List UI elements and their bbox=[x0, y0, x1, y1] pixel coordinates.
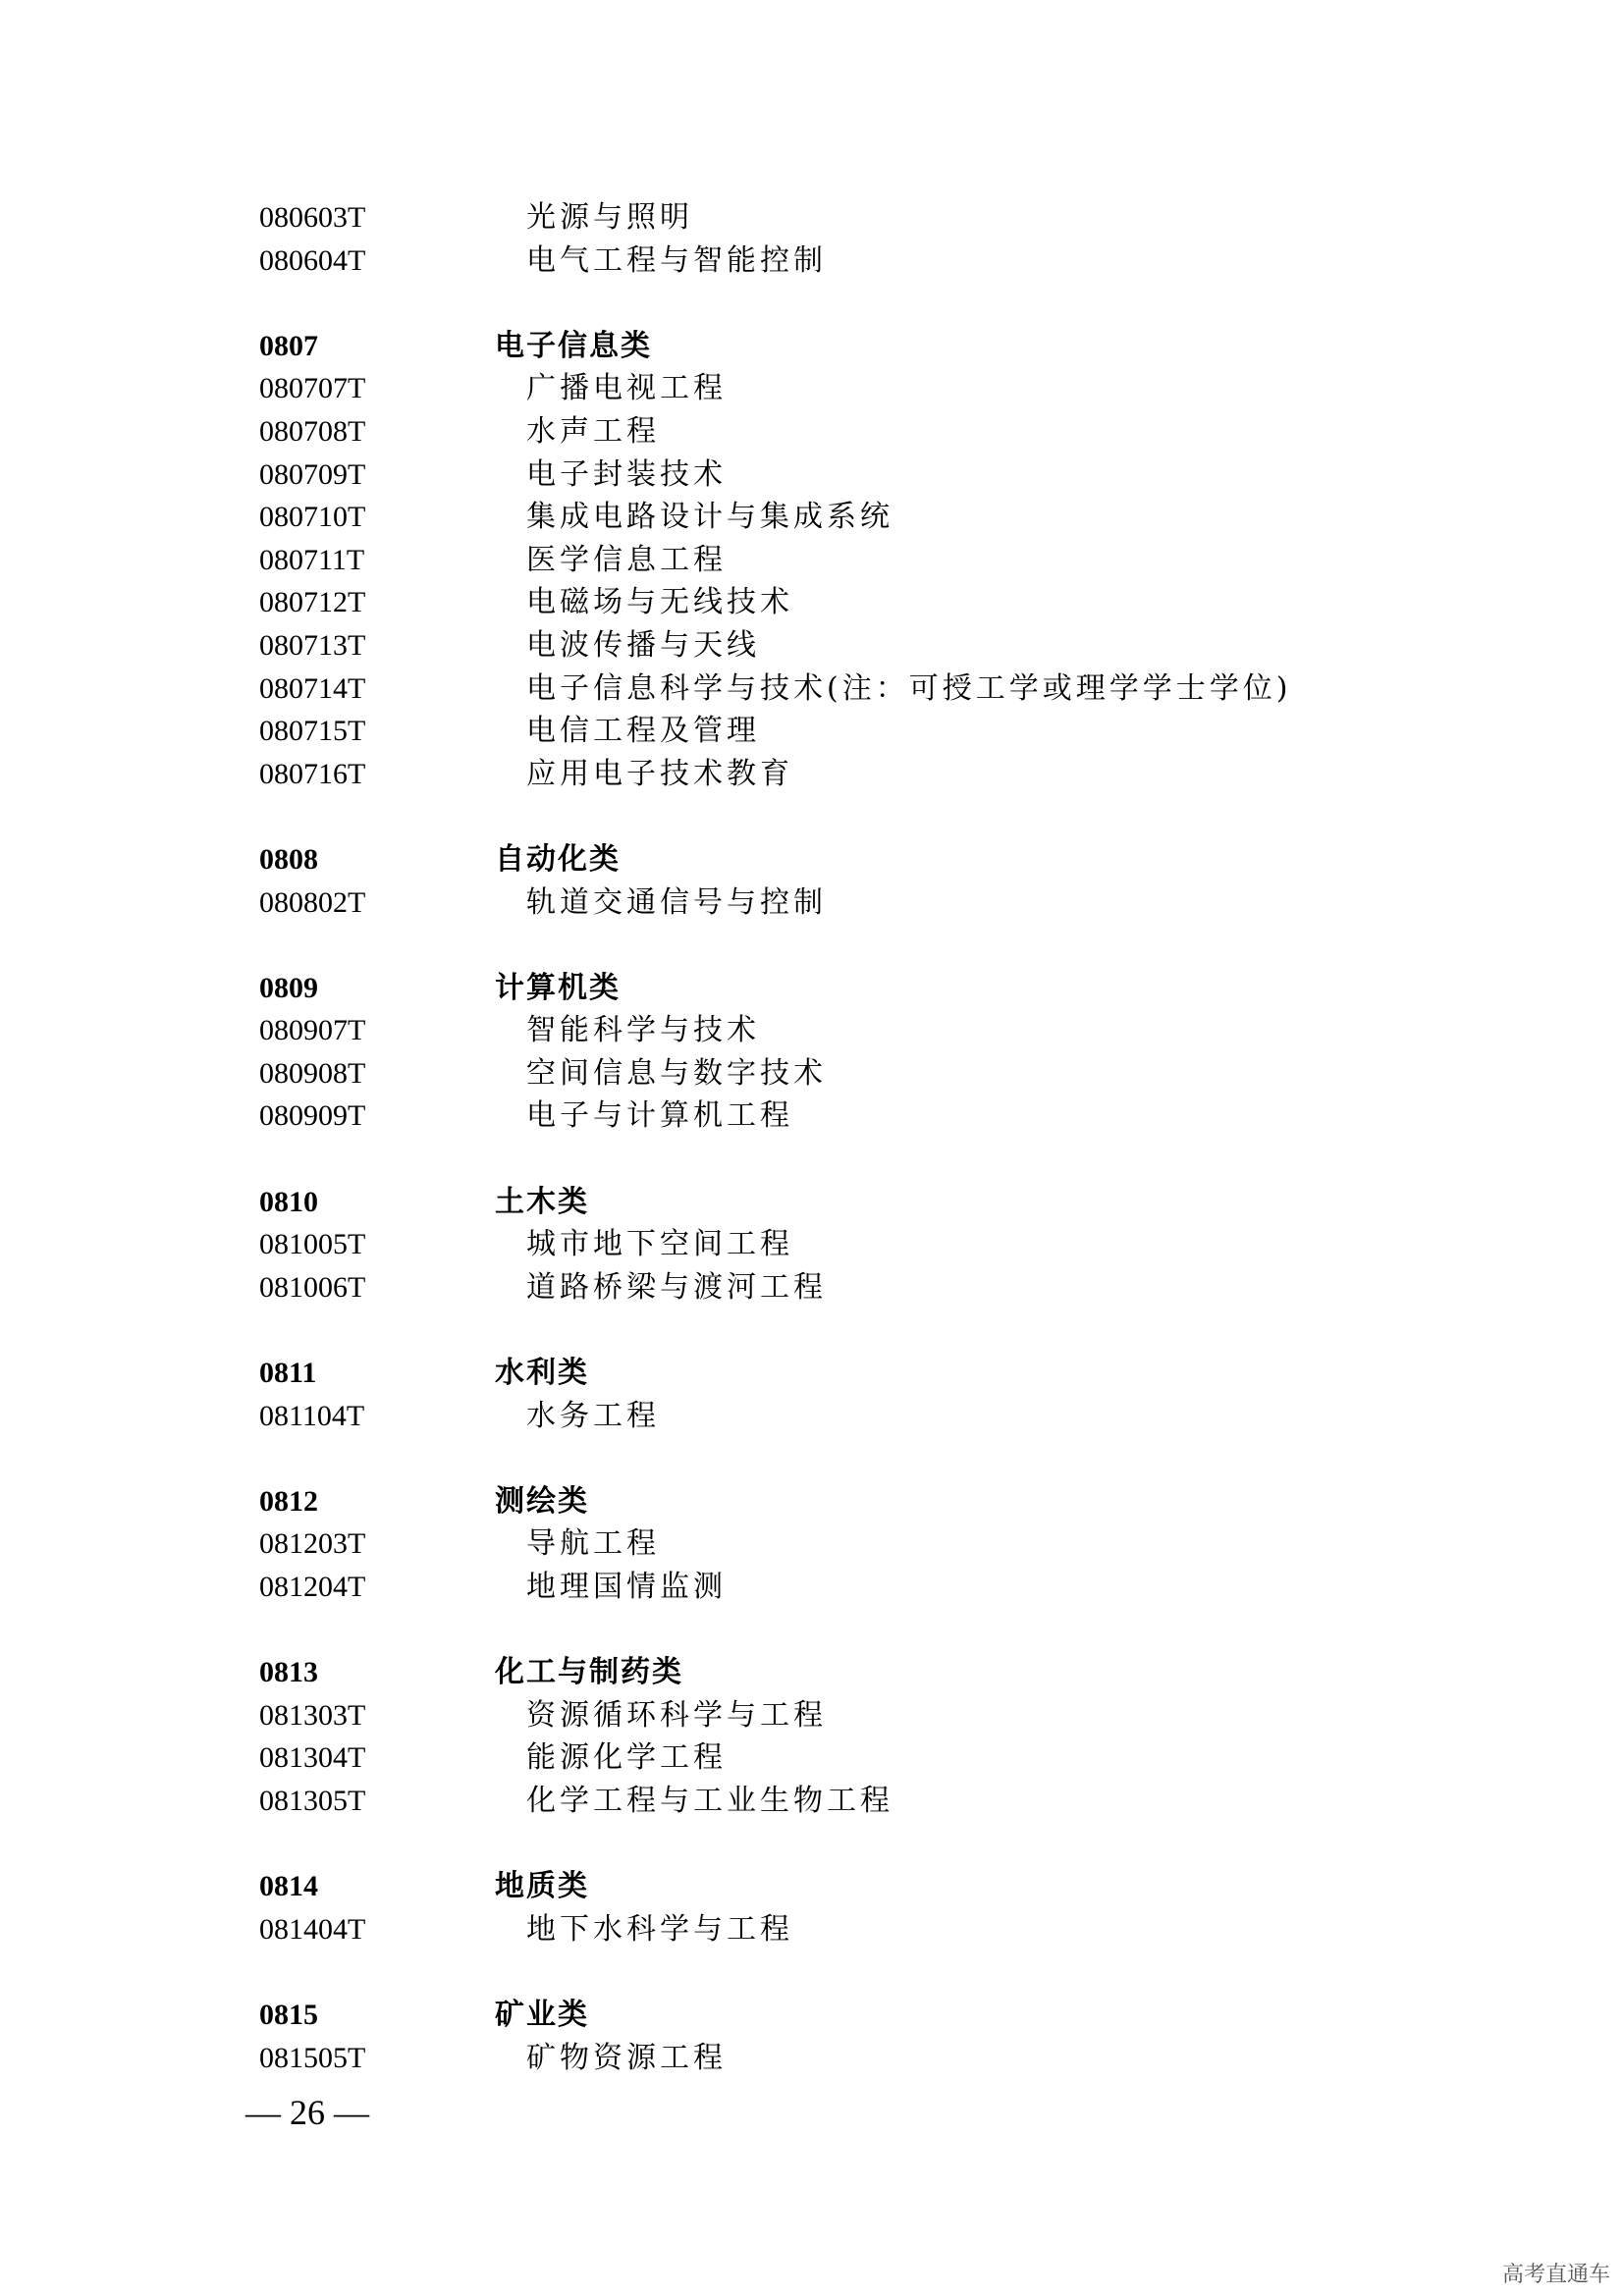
category-group bbox=[259, 1865, 1437, 1950]
category-header bbox=[259, 1651, 1437, 1694]
spacer bbox=[259, 795, 1437, 838]
major-row bbox=[259, 1266, 1437, 1309]
major-row bbox=[259, 1009, 1437, 1052]
spacer bbox=[259, 1950, 1437, 1994]
category-group bbox=[259, 325, 1437, 796]
category-header bbox=[259, 1994, 1437, 2037]
category-code: 0812 bbox=[259, 1484, 318, 1518]
category-group bbox=[259, 1480, 1437, 1609]
major-code: 080711T bbox=[259, 543, 365, 576]
major-name: 水务工程 bbox=[526, 1398, 660, 1433]
category-name: 电子信息类 bbox=[495, 328, 652, 363]
category-code: 0807 bbox=[259, 329, 318, 362]
category-code: 0815 bbox=[259, 1998, 318, 2031]
major-code: 080715T bbox=[259, 715, 366, 748]
major-name: 地下水科学与工程 bbox=[526, 1911, 793, 1947]
major-name: 化学工程与工业生物工程 bbox=[526, 1783, 893, 1818]
major-row bbox=[259, 1052, 1437, 1095]
major-code: 081006T bbox=[259, 1270, 366, 1304]
major-code: 080907T bbox=[259, 1014, 366, 1047]
category-group bbox=[259, 1994, 1437, 2079]
major-code: 081304T bbox=[259, 1741, 366, 1775]
category-code: 0809 bbox=[259, 971, 318, 1004]
major-name: 智能科学与技术 bbox=[526, 1013, 760, 1048]
category-code: 0811 bbox=[259, 1357, 317, 1390]
spacer bbox=[259, 1609, 1437, 1652]
major-code: 080714T bbox=[259, 671, 366, 705]
major-row bbox=[259, 539, 1437, 582]
major-name: 电波传播与天线 bbox=[526, 627, 760, 663]
category-group bbox=[259, 1651, 1437, 1822]
major-code: 080712T bbox=[259, 586, 366, 619]
major-code: 081305T bbox=[259, 1784, 366, 1817]
spacer bbox=[259, 282, 1437, 325]
major-code: 081203T bbox=[259, 1527, 366, 1561]
major-name: 资源循环科学与工程 bbox=[526, 1697, 827, 1733]
major-name: 电子封装技术 bbox=[526, 456, 727, 492]
major-row bbox=[259, 624, 1437, 667]
spacer bbox=[259, 1823, 1437, 1866]
spacer bbox=[259, 1308, 1437, 1352]
category-name: 计算机类 bbox=[495, 970, 621, 1005]
major-name: 电气工程与智能控制 bbox=[526, 242, 827, 278]
major-row bbox=[259, 667, 1437, 711]
major-row bbox=[259, 1736, 1437, 1780]
major-name: 矿物资源工程 bbox=[526, 2040, 727, 2075]
major-name: 光源与照明 bbox=[526, 200, 693, 235]
category-name: 矿业类 bbox=[495, 1997, 589, 2032]
major-list-document bbox=[259, 196, 1437, 2079]
major-row bbox=[259, 881, 1437, 925]
major-row bbox=[259, 1395, 1437, 1438]
watermark-text: 高考直通车 bbox=[1501, 2263, 1610, 2287]
category-header bbox=[259, 1480, 1437, 1523]
major-code: 080716T bbox=[259, 757, 366, 790]
category-code: 0810 bbox=[259, 1185, 318, 1218]
major-code: 080709T bbox=[259, 457, 366, 491]
category-header bbox=[259, 967, 1437, 1010]
major-row bbox=[259, 1223, 1437, 1266]
major-code: 081505T bbox=[259, 2041, 366, 2074]
category-header bbox=[259, 1181, 1437, 1224]
major-row bbox=[259, 1694, 1437, 1737]
major-row bbox=[259, 496, 1437, 539]
category-header bbox=[259, 325, 1437, 368]
category-name: 土木类 bbox=[495, 1184, 589, 1219]
major-row bbox=[259, 710, 1437, 753]
category-code: 0808 bbox=[259, 842, 318, 876]
category-name: 测绘类 bbox=[495, 1483, 589, 1519]
major-code: 081303T bbox=[259, 1698, 366, 1732]
major-name: 应用电子技术教育 bbox=[526, 756, 793, 791]
major-code: 080713T bbox=[259, 628, 366, 662]
major-code: 081104T bbox=[259, 1399, 365, 1432]
major-name: 电信工程及管理 bbox=[526, 714, 760, 749]
major-code: 081404T bbox=[259, 1912, 366, 1946]
major-name: 电子与计算机工程 bbox=[526, 1098, 793, 1134]
major-name: 地理国情监测 bbox=[526, 1570, 727, 1604]
major-code: 081204T bbox=[259, 1571, 366, 1603]
major-name: 广播电视工程 bbox=[526, 371, 727, 406]
category-group bbox=[259, 1181, 1437, 1309]
major-row bbox=[259, 240, 1437, 283]
major-row bbox=[259, 1566, 1437, 1609]
major-code: 080909T bbox=[259, 1099, 366, 1133]
page-number: — 26 — bbox=[245, 2093, 369, 2132]
major-code: 080908T bbox=[259, 1056, 366, 1090]
major-name: 能源化学工程 bbox=[526, 1740, 727, 1776]
spacer bbox=[259, 1437, 1437, 1480]
major-code: 081005T bbox=[259, 1228, 366, 1261]
category-group bbox=[259, 1352, 1437, 1437]
major-row bbox=[259, 196, 1437, 240]
major-code: 080802T bbox=[259, 885, 366, 919]
category-name: 地质类 bbox=[495, 1869, 589, 1904]
major-row bbox=[259, 1522, 1437, 1566]
major-code: 080707T bbox=[259, 372, 366, 405]
category-name: 水利类 bbox=[495, 1356, 589, 1391]
major-row bbox=[259, 410, 1437, 454]
major-row bbox=[259, 753, 1437, 796]
major-name: 道路桥梁与渡河工程 bbox=[526, 1269, 827, 1305]
category-header bbox=[259, 838, 1437, 881]
category-header bbox=[259, 1865, 1437, 1908]
category-name: 化工与制药类 bbox=[495, 1655, 683, 1690]
major-code: 080603T bbox=[259, 201, 366, 234]
category-code: 0813 bbox=[259, 1656, 318, 1689]
category-group bbox=[259, 838, 1437, 924]
category-name: 自动化类 bbox=[495, 841, 621, 877]
major-row bbox=[259, 581, 1437, 624]
major-name: 导航工程 bbox=[526, 1526, 660, 1562]
major-row bbox=[259, 1908, 1437, 1951]
major-name: 水声工程 bbox=[526, 413, 660, 449]
category-group bbox=[259, 967, 1437, 1138]
major-code: 080710T bbox=[259, 501, 366, 534]
category-code: 0814 bbox=[259, 1870, 318, 1903]
major-row bbox=[259, 1780, 1437, 1823]
major-name: 医学信息工程 bbox=[526, 542, 727, 577]
major-code: 080604T bbox=[259, 243, 366, 277]
major-name: 轨道交通信号与控制 bbox=[526, 884, 827, 920]
major-name: 电子信息科学与技术(注：可授工学或理学学士学位) bbox=[526, 670, 1292, 706]
spacer bbox=[259, 1138, 1437, 1181]
category-header bbox=[259, 1352, 1437, 1395]
major-row bbox=[259, 367, 1437, 410]
major-name: 城市地下空间工程 bbox=[526, 1227, 793, 1262]
major-row bbox=[259, 2037, 1437, 2080]
major-name: 电磁场与无线技术 bbox=[526, 585, 793, 620]
major-row bbox=[259, 1095, 1437, 1138]
major-name: 集成电路设计与集成系统 bbox=[526, 500, 893, 535]
major-row bbox=[259, 454, 1437, 497]
continued-items bbox=[259, 196, 1437, 282]
major-name: 空间信息与数字技术 bbox=[526, 1055, 827, 1091]
spacer bbox=[259, 924, 1437, 967]
major-code: 080708T bbox=[259, 414, 366, 448]
